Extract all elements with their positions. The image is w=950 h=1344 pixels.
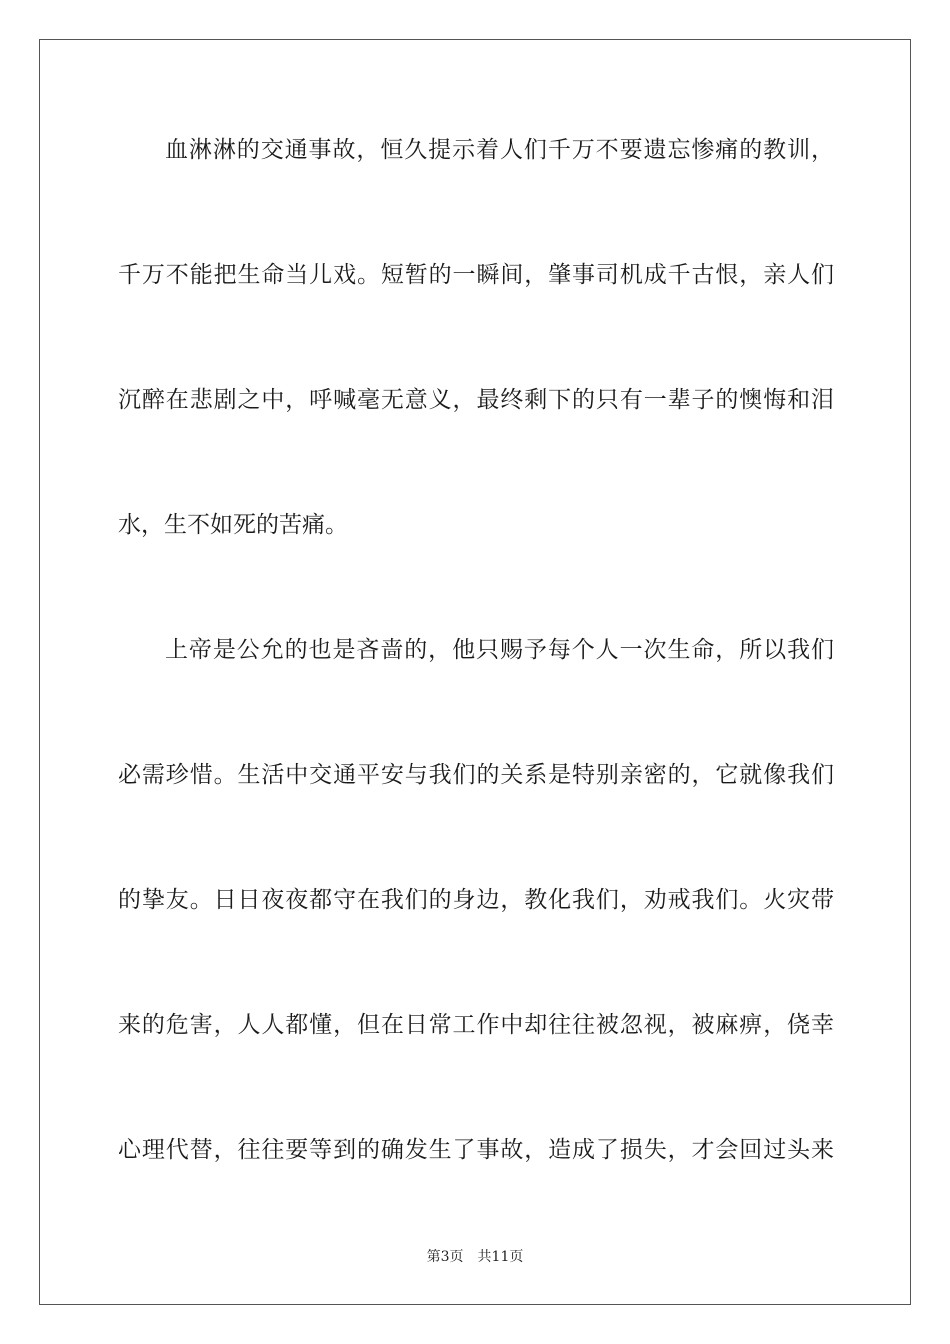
paragraph-1-line-1: 血淋淋的交通事故，恒久提示着人们千万不要遗忘惨痛的教训， [165, 137, 834, 163]
paragraph-2-line-3: 的挚友。日日夜夜都守在我们的身边，教化我们，劝戒我们。火灾带 [118, 887, 834, 913]
page-border [39, 39, 911, 1305]
paragraph-2-line-1: 上帝是公允的也是吝啬的，他只赐予每个人一次生命，所以我们 [165, 637, 834, 663]
paragraph-1-line-2: 千万不能把生命当儿戏。短暂的一瞬间，肇事司机成千古恨，亲人们 [118, 262, 834, 288]
page-count: 共11页 [477, 1249, 524, 1265]
paragraph-2-line-2: 必需珍惜。生活中交通平安与我们的关系是特别亲密的，它就像我们 [118, 762, 834, 788]
paragraph-1-line-4: 水，生不如死的苦痛。 [118, 512, 348, 538]
paragraph-2-line-5: 心理代替，往往要等到的确发生了事故，造成了损失，才会回过头来 [118, 1137, 834, 1163]
page-number: 第3页 [426, 1249, 464, 1265]
paragraph-2-line-4: 来的危害，人人都懂，但在日常工作中却往往被忽视，被麻痹，侥幸 [118, 1012, 834, 1038]
paragraph-1-line-3: 沉醉在悲剧之中，呼喊毫无意义，最终剩下的只有一辈子的懊悔和泪 [118, 387, 834, 413]
page-footer [0, 1248, 950, 1266]
